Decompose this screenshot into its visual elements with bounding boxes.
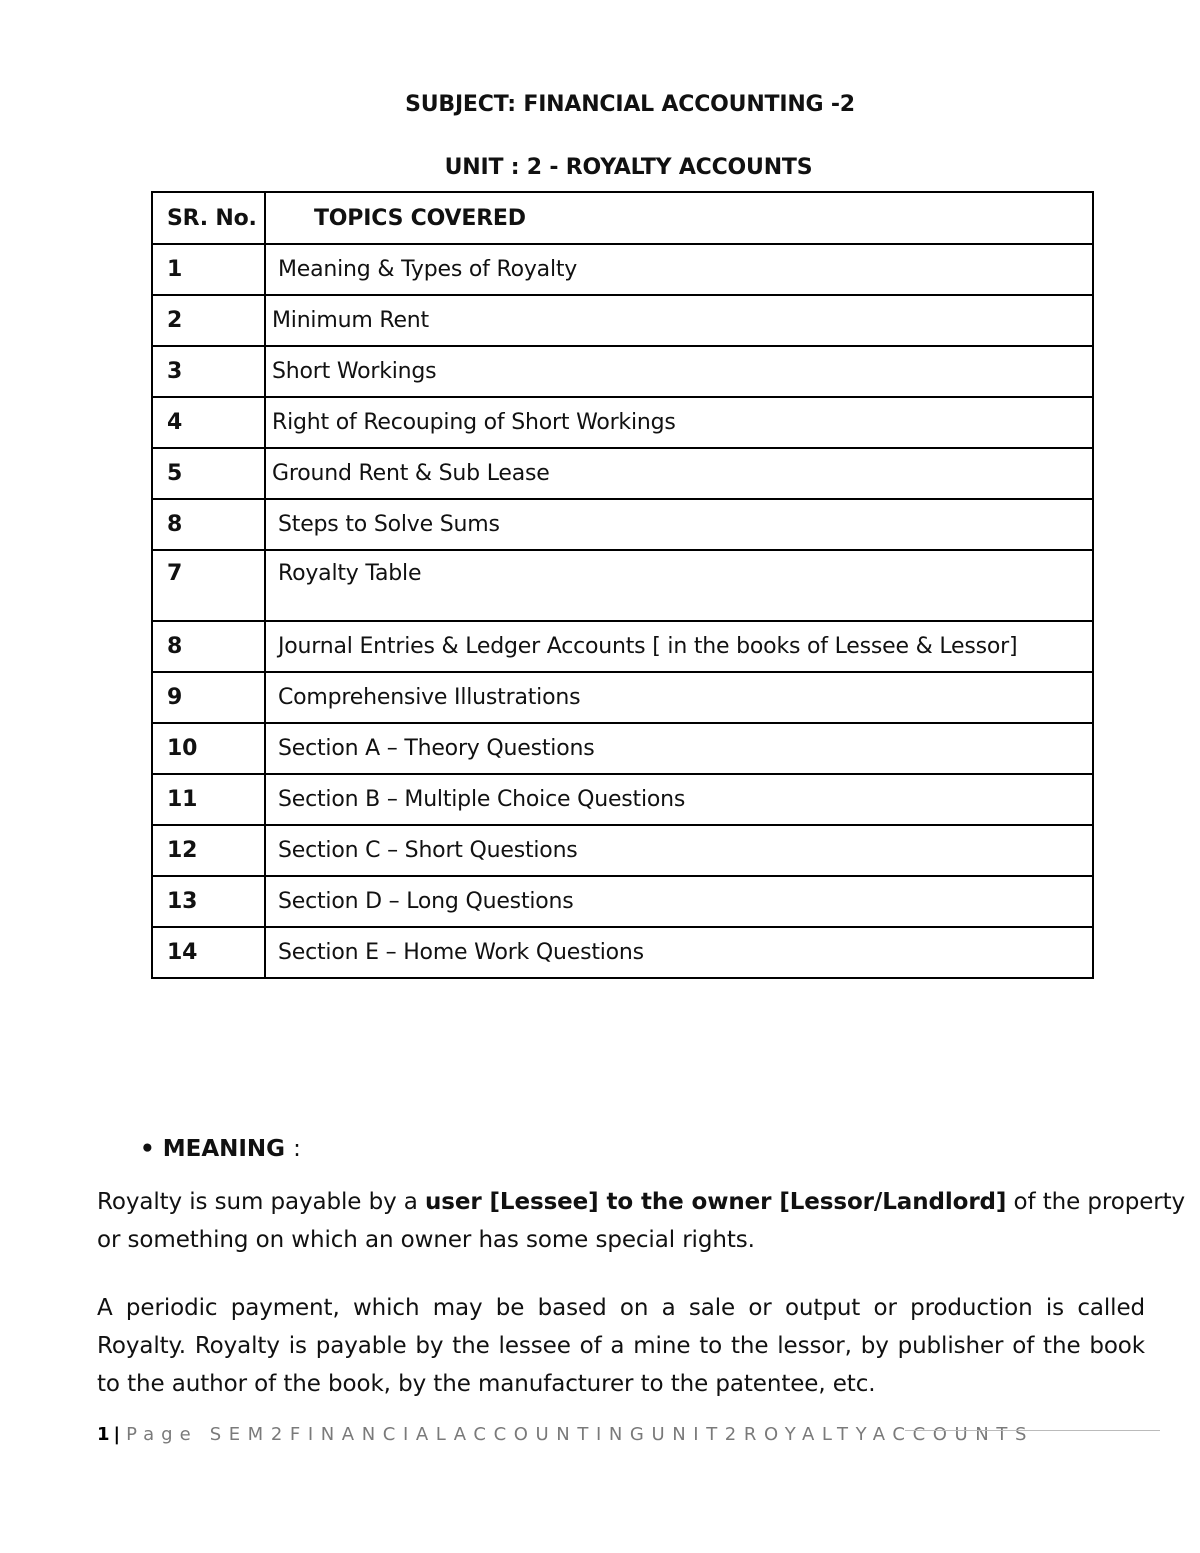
row-number: 2 bbox=[152, 295, 265, 346]
meaning-paragraph-1 bbox=[97, 1183, 1200, 1259]
row-number: 5 bbox=[152, 448, 265, 499]
page-number: 1 bbox=[97, 1424, 110, 1445]
para1-text-c: of the property or something on which an owner has some special rights. bbox=[97, 1189, 1186, 1253]
row-topic: Royalty Table bbox=[265, 550, 1093, 621]
table-row bbox=[152, 448, 1093, 499]
row-topic: Section C – Short Questions bbox=[265, 825, 1093, 876]
row-number: 14 bbox=[152, 927, 265, 978]
row-topic: Meaning & Types of Royalty bbox=[265, 244, 1093, 295]
row-topic: Section B – Multiple Choice Questions bbox=[265, 774, 1093, 825]
footer-rule bbox=[905, 1430, 1160, 1431]
row-topic: Section A – Theory Questions bbox=[265, 723, 1093, 774]
row-topic: Journal Entries & Ledger Accounts [ in the books of Lessee & Lessor] bbox=[265, 621, 1093, 672]
row-topic: Steps to Solve Sums bbox=[265, 499, 1093, 550]
subject-title: SUBJECT: FINANCIAL ACCOUNTING -2 bbox=[405, 92, 855, 117]
row-number: 11 bbox=[152, 774, 265, 825]
row-number: 13 bbox=[152, 876, 265, 927]
footer-separator: | bbox=[113, 1424, 121, 1445]
row-number: 8 bbox=[152, 499, 265, 550]
table-row bbox=[152, 346, 1093, 397]
row-topic: Section D – Long Questions bbox=[265, 876, 1093, 927]
para1-text-a: Royalty is sum payable by a bbox=[97, 1189, 425, 1215]
row-topic: Comprehensive Illustrations bbox=[265, 672, 1093, 723]
page-footer bbox=[97, 1424, 1034, 1445]
meaning-heading-text: MEANING bbox=[162, 1136, 286, 1162]
table-row bbox=[152, 672, 1093, 723]
table-row bbox=[152, 244, 1093, 295]
table-row bbox=[152, 397, 1093, 448]
row-number: 8 bbox=[152, 621, 265, 672]
row-number: 10 bbox=[152, 723, 265, 774]
row-topic: Minimum Rent bbox=[265, 295, 1093, 346]
footer-file-name: SEM2FINANCIALACCOUNTINGUNIT2ROYALTYACCOUNTS bbox=[209, 1424, 1034, 1445]
table-row bbox=[152, 295, 1093, 346]
meaning-heading-colon: : bbox=[293, 1136, 301, 1162]
row-topic: Short Workings bbox=[265, 346, 1093, 397]
meaning-heading bbox=[140, 1136, 301, 1162]
meaning-paragraph-2: A periodic payment, which may be based on a sale or output or production is called Royalty. Royalty is payable by the lessee of a mine to the lessor, by publisher of the book to the author of the book, by the manufacturer to the patentee, etc. bbox=[97, 1295, 1145, 1397]
table-row bbox=[152, 550, 1093, 621]
table-row bbox=[152, 876, 1093, 927]
column-header-sr-no: SR. No. bbox=[152, 192, 265, 244]
table-row bbox=[152, 927, 1093, 978]
topics-table bbox=[151, 191, 1094, 979]
table-row bbox=[152, 825, 1093, 876]
unit-title: UNIT : 2 - ROYALTY ACCOUNTS bbox=[444, 155, 813, 180]
para1-text-bold: user [Lessee] to the owner [Lessor/Landlord] bbox=[425, 1189, 1007, 1215]
row-number: 1 bbox=[152, 244, 265, 295]
row-number: 4 bbox=[152, 397, 265, 448]
table-header-row bbox=[152, 192, 1093, 244]
row-number: 3 bbox=[152, 346, 265, 397]
footer-page-word: Page bbox=[126, 1424, 198, 1445]
table-row bbox=[152, 723, 1093, 774]
row-number: 7 bbox=[152, 550, 265, 621]
row-topic: Right of Recouping of Short Workings bbox=[265, 397, 1093, 448]
column-header-topics: TOPICS COVERED bbox=[265, 192, 1093, 244]
row-number: 9 bbox=[152, 672, 265, 723]
table-row bbox=[152, 499, 1093, 550]
row-topic: Section E – Home Work Questions bbox=[265, 927, 1093, 978]
row-topic: Ground Rent & Sub Lease bbox=[265, 448, 1093, 499]
bullet-icon: • bbox=[140, 1136, 155, 1162]
row-number: 12 bbox=[152, 825, 265, 876]
table-row bbox=[152, 774, 1093, 825]
table-row bbox=[152, 621, 1093, 672]
